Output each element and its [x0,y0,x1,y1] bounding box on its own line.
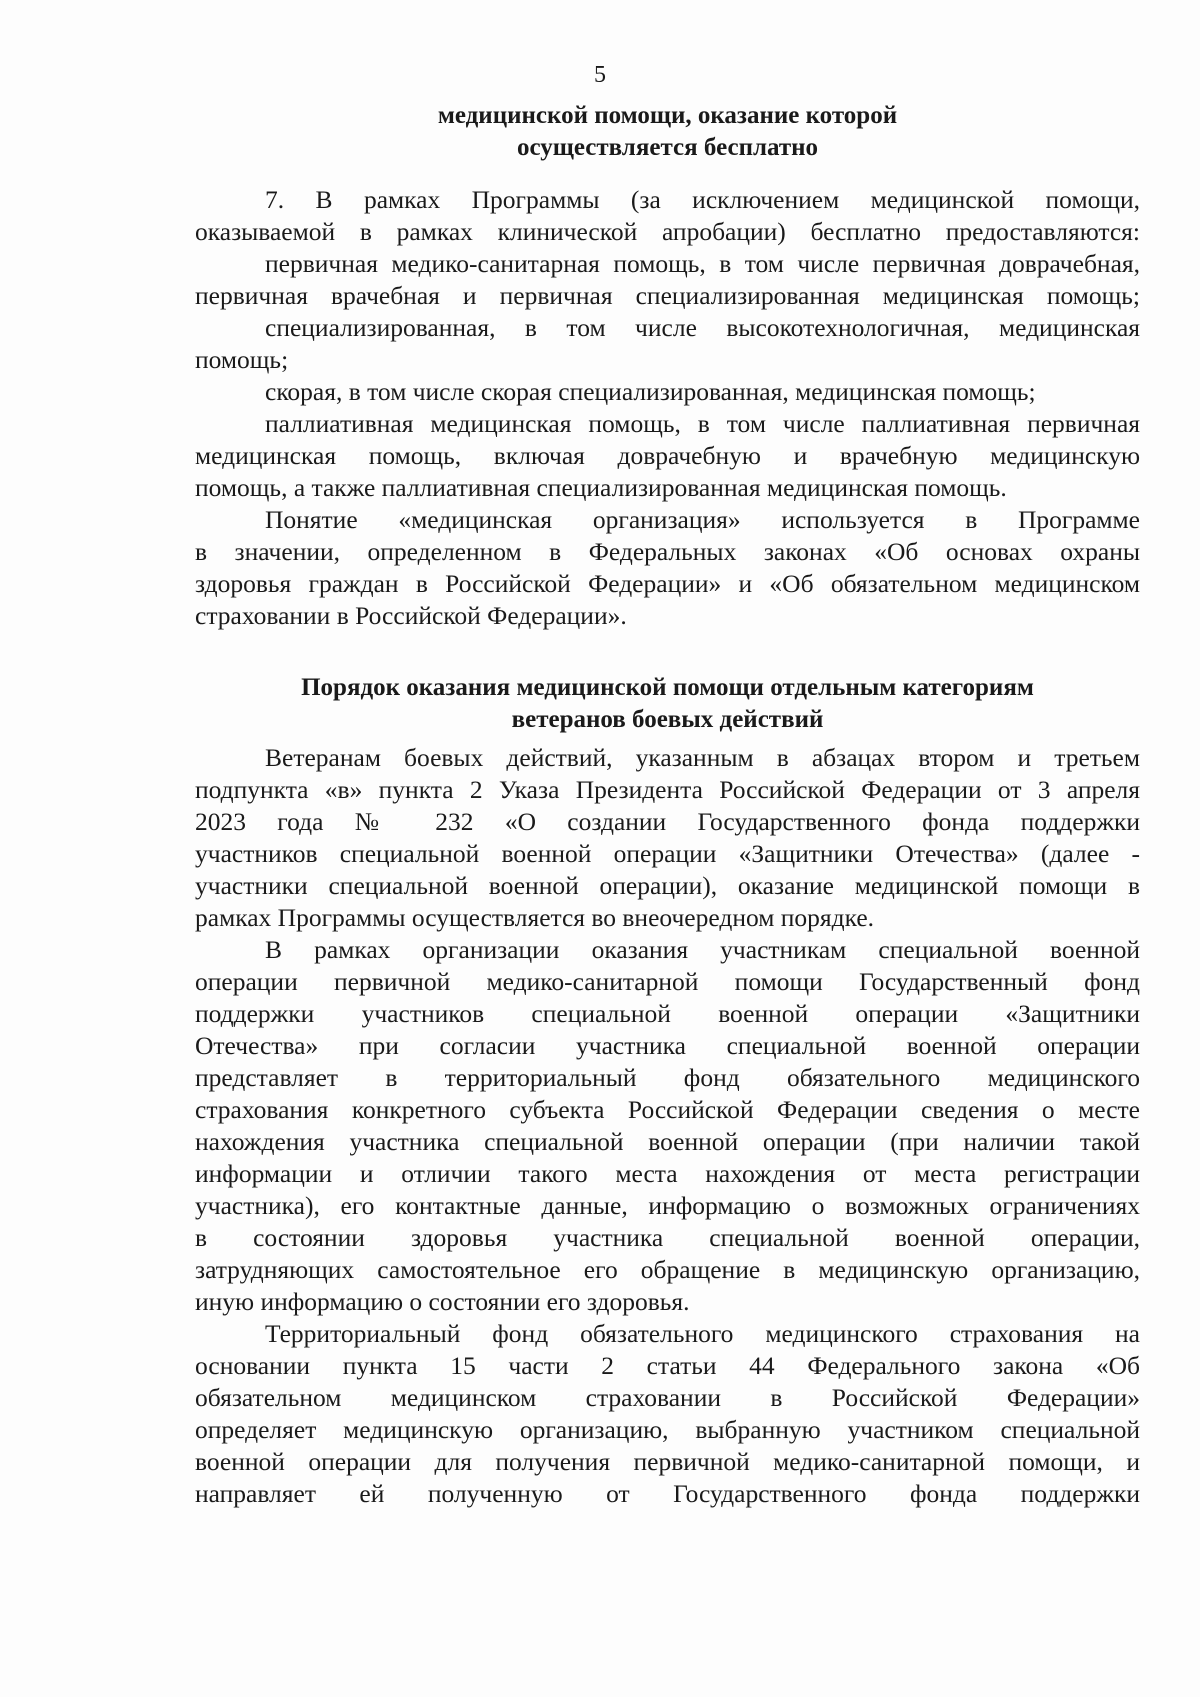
heading-line: медицинской помощи, оказание которой [437,102,898,129]
paragraph-line: помощь; [195,345,289,374]
paragraph-line: паллиативная медицинская помощь, в том числе паллиативная первичная [265,409,1140,438]
paragraph-line: здоровья граждан в Российской Федерации» и «Об обязательном медицинском [195,569,1140,598]
paragraph-line: рамках Программы осуществляется во внеочередном порядке. [195,903,875,932]
paragraph-line: Отечества» при согласии участника специальной военной операции [195,1031,1140,1060]
paragraph-line: представляет в территориальный фонд обязательного медицинского [195,1063,1140,1092]
paragraph-line: затрудняющих самостоятельное его обращение в медицинскую организацию, [195,1255,1140,1284]
section-heading-combat-veterans [195,672,1140,736]
heading-line: ветеранов боевых действий [511,706,824,733]
paragraph-line: иную информацию о состоянии его здоровья. [195,1287,690,1316]
paragraph-line: операции первичной медико-санитарной помощи Государственный фонд [195,967,1140,996]
paragraph-line: первичная врачебная и первичная специализированная медицинская помощь; [195,281,1140,310]
paragraph-line: страховании в Российской Федерации». [195,601,627,630]
paragraph-line: скорая, в том числе скорая специализированная, медицинская помощь; [265,377,1036,406]
section-heading-free-care [195,100,1140,164]
paragraph-line: Территориальный фонд обязательного медицинского страхования на [265,1319,1140,1348]
paragraph-line: специализированная, в том числе высокотехнологичная, медицинская [265,313,1140,342]
paragraph-line: основании пункта 15 части 2 статьи 44 Федерального закона «Об [195,1351,1140,1380]
paragraph-line: 2023 года № 232 «О создании Государственного фонда поддержки [195,807,1140,836]
heading-line: Порядок оказания медицинской помощи отдельным категориям [301,674,1034,701]
paragraph-line: первичная медико-санитарная помощь, в том числе первичная доврачебная, [265,249,1140,278]
paragraph-line: информации и отличии такого места нахождения от места регистрации [195,1159,1140,1188]
paragraph-line: поддержки участников специальной военной операции «Защитники [195,999,1140,1028]
paragraph-line: в значении, определенном в Федеральных законах «Об основах охраны [195,537,1140,566]
paragraph-line: подпункта «в» пункта 2 Указа Президента Российской Федерации от 3 апреля [195,775,1140,804]
paragraph-line: участника), его контактные данные, информацию о возможных ограничениях [195,1191,1140,1220]
page-number: 5 [594,62,606,88]
paragraph-line: военной операции для получения первичной медико-санитарной помощи, и [195,1447,1140,1476]
paragraph-line: определяет медицинскую организацию, выбранную участником специальной [195,1415,1140,1444]
paragraph-line: участников специальной военной операции «Защитники Отечества» (далее - [195,839,1140,868]
paragraph-line: Ветеранам боевых действий, указанным в абзацах втором и третьем [265,743,1140,772]
paragraph-line: нахождения участника специальной военной операции (при наличии такой [195,1127,1140,1156]
paragraph-line: В рамках организации оказания участникам специальной военной [265,935,1140,964]
paragraph-line: направляет ей полученную от Государственного фонда поддержки [195,1479,1140,1508]
paragraph-line: медицинская помощь, включая доврачебную и врачебную медицинскую [195,441,1140,470]
paragraph-line: Понятие «медицинская организация» используется в Программе [265,505,1140,534]
paragraph-line: оказываемой в рамках клинической апробации) бесплатно предоставляются: [195,217,1140,246]
paragraph-line: 7. В рамках Программы (за исключением медицинской помощи, [265,185,1140,214]
paragraph-line: обязательном медицинском страховании в Российской Федерации» [195,1383,1140,1412]
heading-line: осуществляется бесплатно [516,134,819,161]
paragraph-line: участники специальной военной операции), оказание медицинской помощи в [195,871,1140,900]
paragraph-line: помощь, а также паллиативная специализированная медицинская помощь. [195,473,1007,502]
paragraph-line: страхования конкретного субъекта Российской Федерации сведения о месте [195,1095,1140,1124]
paragraph-line: в состоянии здоровья участника специальной военной операции, [195,1223,1140,1252]
